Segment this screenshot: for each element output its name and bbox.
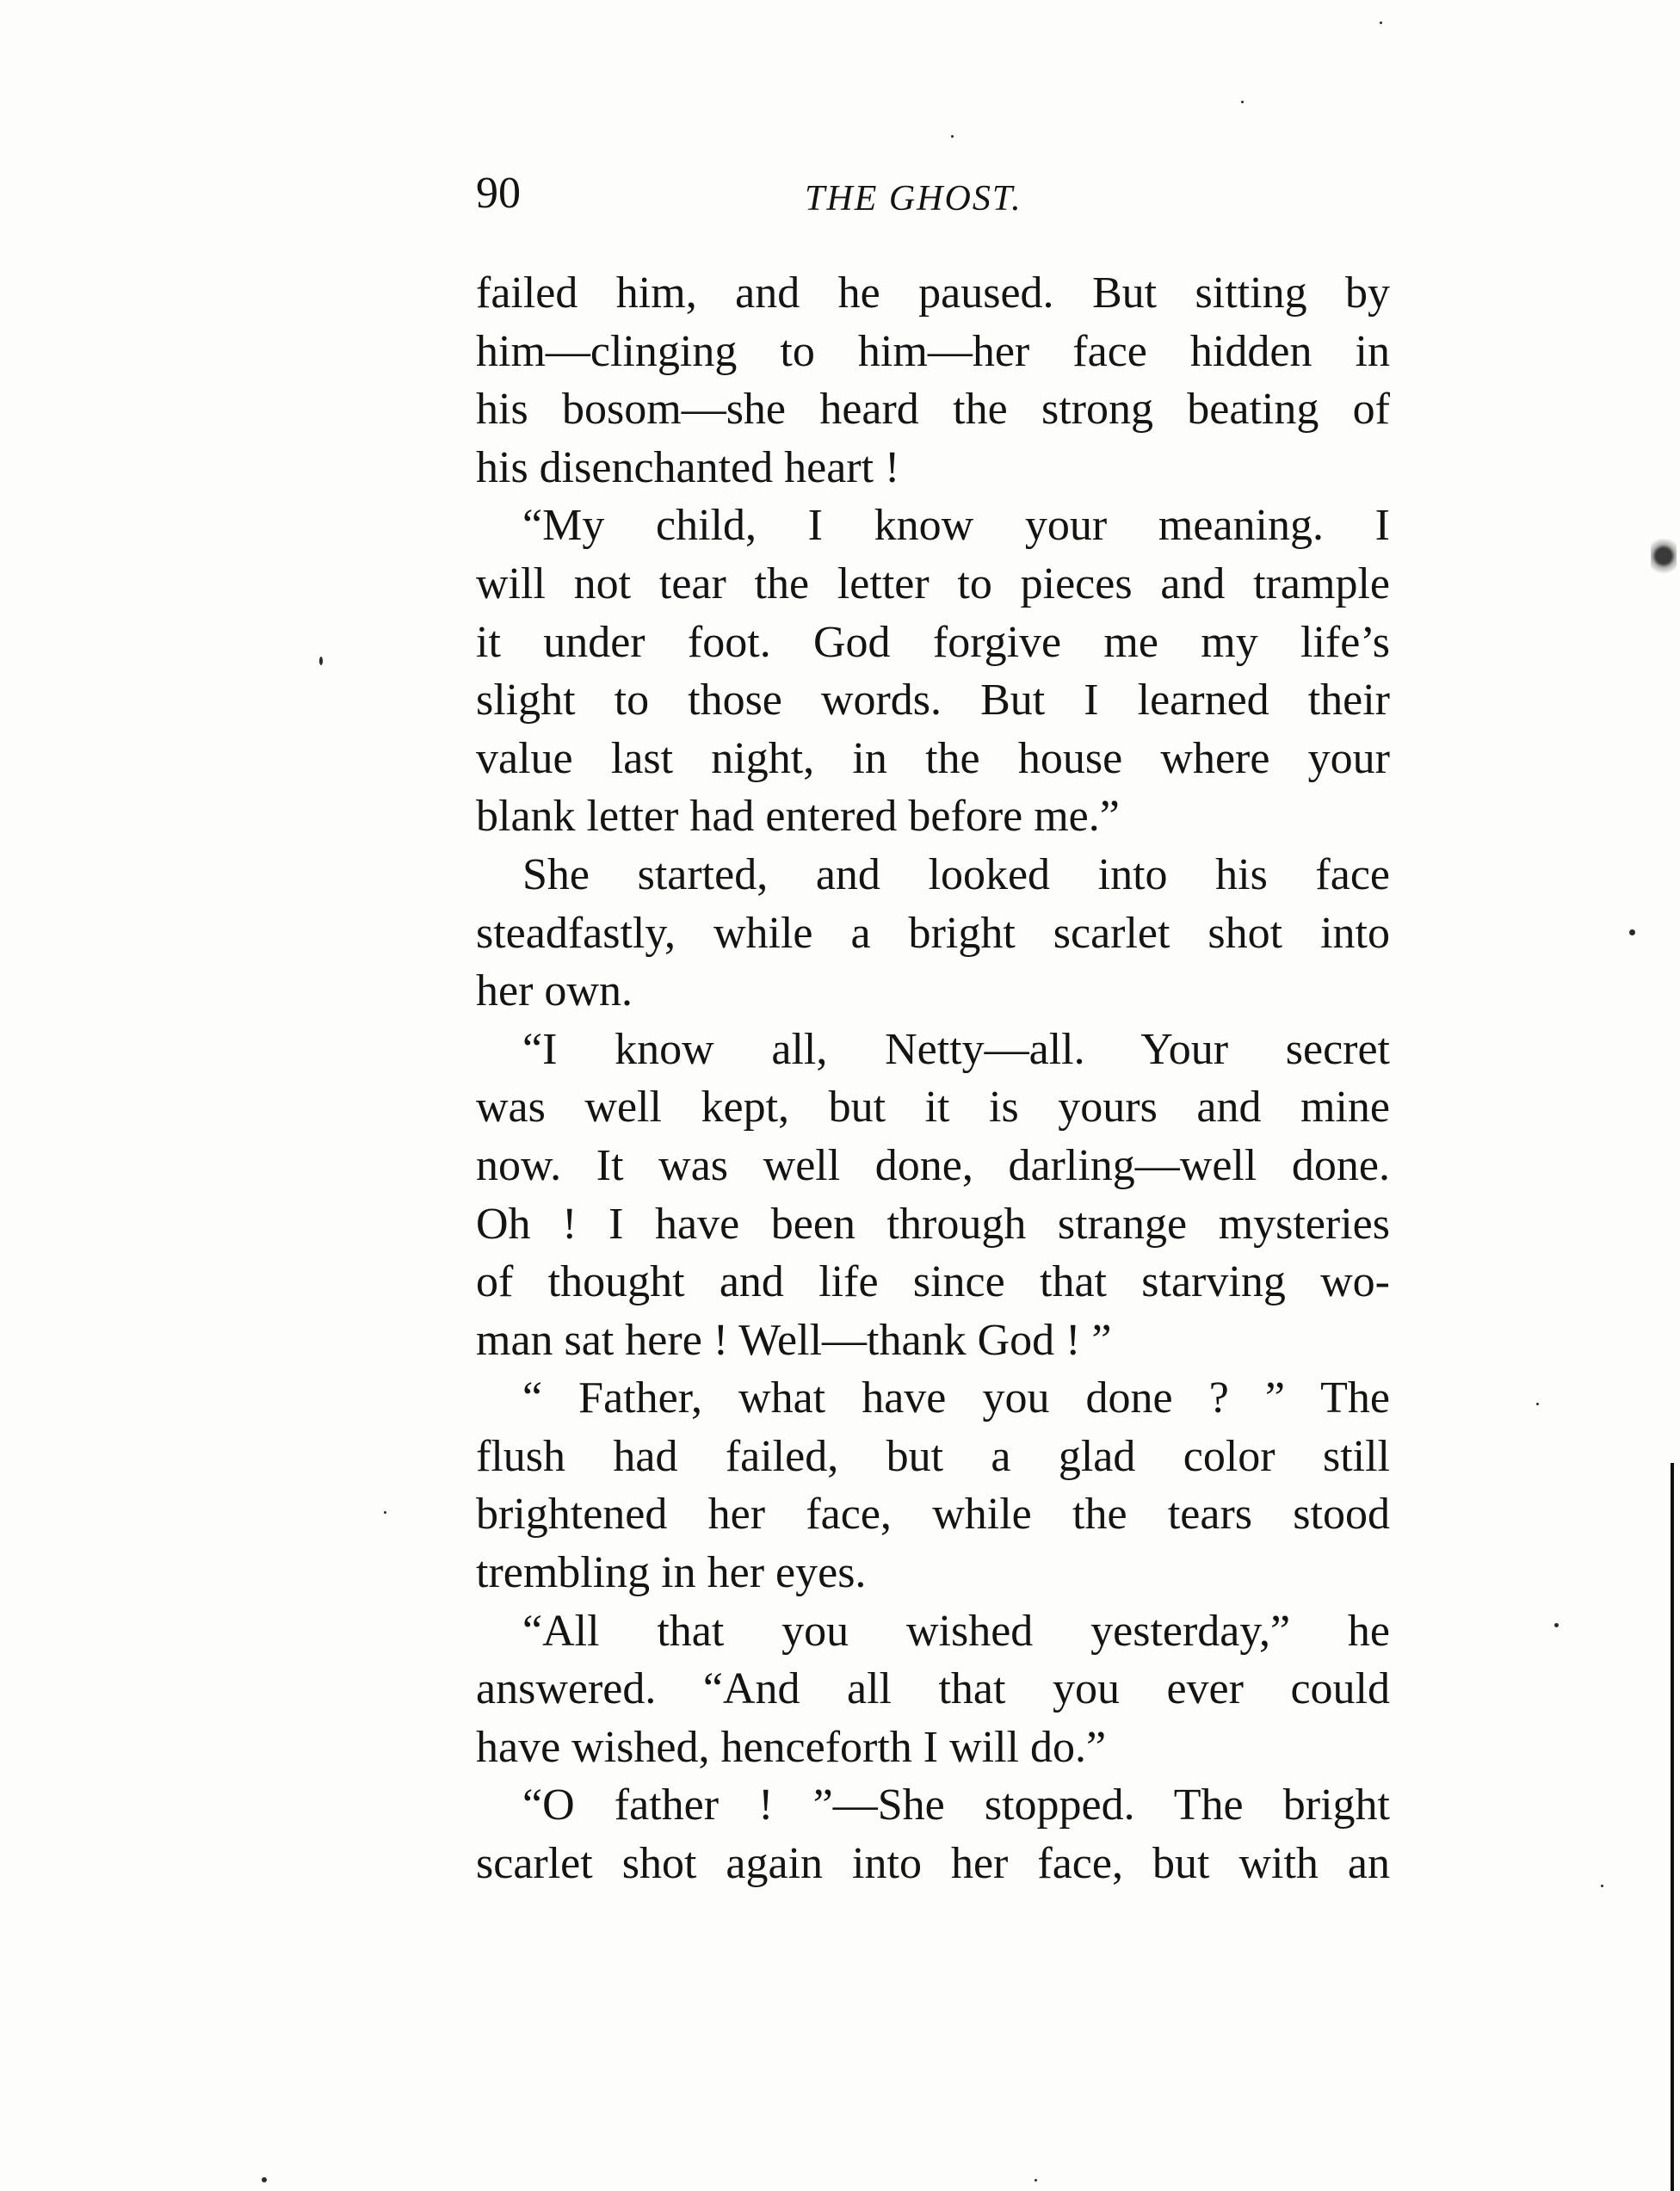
text-line: “ Father, what have you done ? ” The — [522, 1373, 1390, 1423]
text-line: steadfastly, while a bright scarlet shot into — [476, 908, 1390, 958]
scan-speck — [1554, 1623, 1559, 1627]
text-line: “O father ! ”—She stopped. The bright — [522, 1781, 1390, 1830]
text-line: now. It was well done, darling—well done. — [476, 1140, 1390, 1190]
text-line: Oh ! I have been through strange mysteries — [476, 1199, 1390, 1249]
scan-speck — [1241, 101, 1244, 103]
text-line: him—clinging to him—her face hidden in — [476, 326, 1390, 376]
text-line: his disenchanted heart ! — [476, 442, 900, 492]
text-line: value last night, in the house where your — [476, 733, 1390, 783]
text-line: his bosom—she heard the strong beating of — [476, 385, 1390, 435]
scan-speck — [262, 2177, 267, 2182]
scan-speck — [1601, 1885, 1603, 1887]
text-line: will not tear the letter to pieces and trample — [476, 559, 1390, 608]
text-line: answered. “And all that you ever could — [476, 1664, 1390, 1714]
running-head: THE GHOST. — [805, 179, 1022, 219]
text-line: was well kept, but it is yours and mine — [476, 1083, 1390, 1133]
text-line: have wished, henceforth I will do.” — [476, 1722, 1107, 1772]
page-number: 90 — [476, 169, 521, 218]
text-line: it under foot. God forgive me my life’s — [476, 617, 1390, 667]
page-edge-shadow — [1671, 1463, 1674, 2191]
text-line: blank letter had entered before me.” — [476, 792, 1120, 842]
scan-speck — [1629, 929, 1635, 935]
text-line: man sat here ! Well—thank God ! ” — [476, 1315, 1112, 1365]
text-line: scarlet shot again into her face, but with an — [476, 1839, 1390, 1889]
text-line: failed him, and he paused. But sitting by — [476, 268, 1390, 318]
text-line: brightened her face, while the tears stood — [476, 1490, 1390, 1540]
scan-speck — [384, 1511, 386, 1514]
scan-speck — [319, 657, 323, 665]
page-header — [476, 164, 1390, 224]
text-line: “All that you wished yesterday,” he — [522, 1606, 1390, 1656]
text-line: flush had failed, but a glad color still — [476, 1431, 1390, 1481]
scan-speck — [1035, 2179, 1037, 2182]
text-line: “I know all, Netty—all. Your secret — [522, 1024, 1390, 1074]
text-line: slight to those words. But I learned their — [476, 676, 1390, 725]
scan-speck — [1380, 22, 1382, 24]
text-line: She started, and looked into his face — [522, 849, 1390, 899]
text-line: of thought and life since that starving wo- — [476, 1257, 1390, 1307]
text-line: trembling in her eyes. — [476, 1548, 867, 1598]
text-line: her own. — [476, 966, 633, 1016]
scan-speck — [1536, 1403, 1539, 1405]
scan-speck — [951, 135, 954, 138]
text-line: “My child, I know your meaning. I — [522, 501, 1390, 551]
scan-blot — [1651, 534, 1677, 578]
body-text — [476, 264, 1390, 1893]
